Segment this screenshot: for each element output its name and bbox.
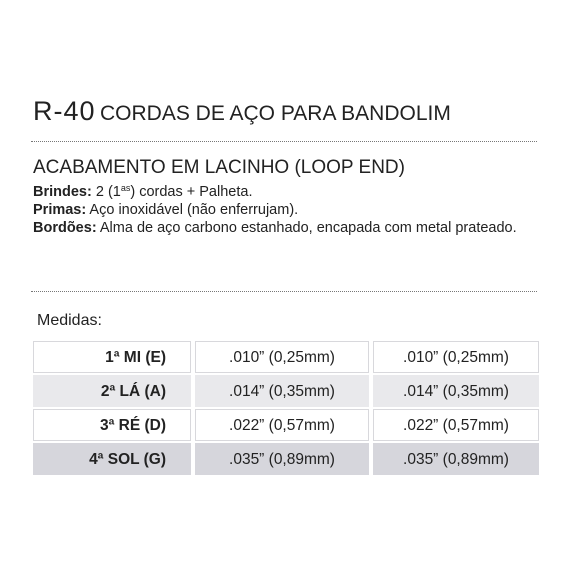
specs-block <box>33 183 533 237</box>
gauge-table <box>33 341 539 477</box>
gauge-a: .010” (0,25mm) <box>195 341 369 373</box>
spec-brindes-label: Brindes: <box>33 184 92 200</box>
table-row <box>33 409 539 441</box>
spec-brindes-pre: 2 (1 <box>91 184 121 200</box>
divider-bottom <box>31 291 537 292</box>
product-description: CORDAS DE AÇO PARA BANDOLIM <box>99 102 451 125</box>
spec-bordoes <box>33 219 533 237</box>
spec-primas <box>33 201 533 219</box>
product-title <box>33 96 451 127</box>
spec-bordoes-text: Alma de aço carbono estanhado, encapada com metal prateado. <box>96 220 517 236</box>
gauge-b: .022” (0,57mm) <box>373 409 539 441</box>
gauge-b: .035” (0,89mm) <box>373 443 539 475</box>
string-name: 2ª LÁ (A) <box>33 375 191 407</box>
model-code: R-40 <box>33 96 96 126</box>
measures-label: Medidas: <box>37 312 102 329</box>
string-name: 3ª RÉ (D) <box>33 409 191 441</box>
spec-brindes <box>33 183 533 201</box>
table-row <box>33 375 539 407</box>
finish-heading: ACABAMENTO EM LACINHO (LOOP END) <box>33 157 405 178</box>
gauge-a: .014” (0,35mm) <box>195 375 369 407</box>
string-name: 4ª SOL (G) <box>33 443 191 475</box>
gauge-a: .035” (0,89mm) <box>195 443 369 475</box>
spec-brindes-post: ) cordas + Palheta. <box>130 184 253 200</box>
spec-bordoes-label: Bordões: <box>33 220 97 236</box>
gauge-b: .010” (0,25mm) <box>373 341 539 373</box>
table-row <box>33 341 539 373</box>
spec-brindes-sup: as <box>120 183 131 193</box>
gauge-b: .014” (0,35mm) <box>373 375 539 407</box>
spec-primas-text: Aço inoxidável (não enferrujam). <box>86 202 299 218</box>
spec-primas-label: Primas: <box>33 202 87 218</box>
table-row <box>33 443 539 475</box>
string-name: 1ª MI (E) <box>33 341 191 373</box>
gauge-a: .022” (0,57mm) <box>195 409 369 441</box>
divider-top <box>31 141 537 142</box>
